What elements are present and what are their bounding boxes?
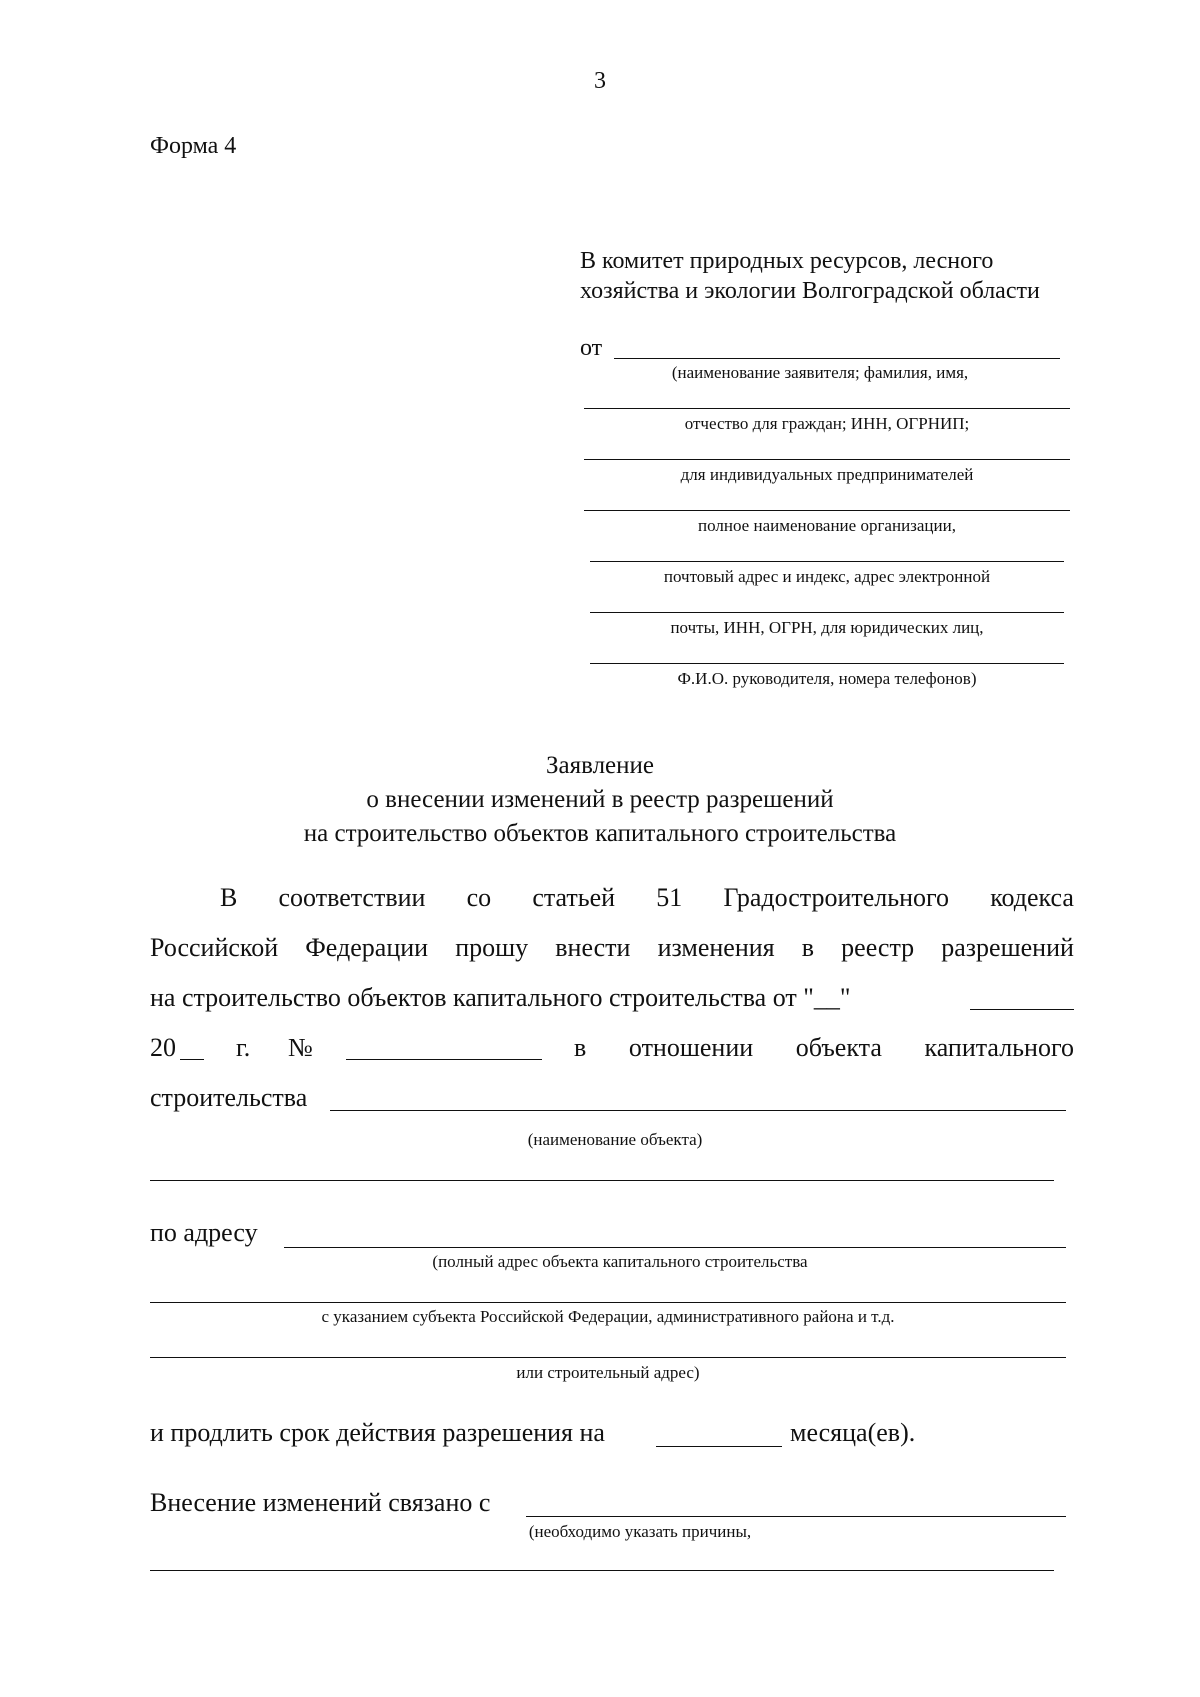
applicant-hint-4: полное наименование организации, xyxy=(698,516,956,535)
body-word: В xyxy=(220,883,238,912)
reason-hint: (необходимо указать причины, xyxy=(528,1522,752,1541)
year-abbrev: г. xyxy=(236,1033,251,1062)
body-word: Российской xyxy=(150,933,279,962)
applicant-field-line-2[interactable] xyxy=(584,408,1070,409)
applicant-hint-5: почтовый адрес и индекс, адрес электронной xyxy=(663,567,991,586)
object-name-field[interactable] xyxy=(330,1110,1066,1111)
address-field-2[interactable] xyxy=(150,1302,1066,1303)
applicant-field-line-7[interactable] xyxy=(590,663,1064,664)
body-word: в xyxy=(574,1033,587,1062)
from-label: от xyxy=(580,335,603,361)
body-word: прошу xyxy=(455,933,529,962)
permit-date-month-field[interactable] xyxy=(970,1009,1074,1010)
applicant-hint-6: почты, ИНН, ОГРН, для юридических лиц, xyxy=(670,618,984,637)
body-word: внести xyxy=(555,933,631,962)
address-hint-3: или строительный адрес) xyxy=(516,1363,700,1382)
body-row-5: строительства xyxy=(150,1083,308,1112)
extend-text-2: месяца(ев). xyxy=(790,1418,916,1447)
body-word: изменения xyxy=(657,933,775,962)
recipient-line-2: хозяйства и экологии Волгоградской области xyxy=(580,278,1040,304)
body-word: соответствии xyxy=(278,883,426,912)
body-row-1 xyxy=(220,883,1074,913)
object-name-field-2[interactable] xyxy=(150,1180,1054,1181)
doc-title-line-1: Заявление xyxy=(545,752,655,779)
applicant-hint-3: для индивидуальных предпринимателей xyxy=(680,465,974,484)
body-word: в xyxy=(801,933,815,962)
reason-field-2[interactable] xyxy=(150,1570,1054,1571)
body-word: Федерации xyxy=(305,933,429,962)
body-word: реестр xyxy=(841,933,915,962)
address-label: по адресу xyxy=(150,1218,258,1247)
form-label: Форма 4 xyxy=(150,133,237,159)
page-number: 3 xyxy=(594,68,606,94)
body-word: статьей xyxy=(532,883,616,912)
body-word: со xyxy=(466,883,492,912)
doc-title-line-3: на строительство объектов капитального строительства xyxy=(303,820,897,847)
extend-text-1: и продлить срок действия разрешения на xyxy=(150,1418,605,1447)
address-hint-2: с указанием субъекта Российской Федерации, административного района и т.д. xyxy=(321,1307,895,1326)
applicant-field-line-4[interactable] xyxy=(584,510,1070,511)
address-field-1[interactable] xyxy=(284,1247,1066,1248)
applicant-hint-2: отчество для граждан; ИНН, ОГРНИП; xyxy=(684,414,970,433)
body-word: капитального xyxy=(924,1033,1074,1062)
recipient-line-1: В комитет природных ресурсов, лесного xyxy=(580,248,994,274)
permit-number-field[interactable] xyxy=(346,1059,542,1060)
applicant-hint-7: Ф.И.О. руководителя, номера телефонов) xyxy=(677,669,977,688)
applicant-field-line-1[interactable] xyxy=(614,358,1060,359)
body-word: кодекса xyxy=(990,883,1074,912)
reason-field-1[interactable] xyxy=(526,1516,1066,1517)
number-sign: № xyxy=(288,1033,313,1062)
body-row-3: на строительство объектов капитального строительства от "__" xyxy=(150,983,851,1012)
applicant-field-line-5[interactable] xyxy=(590,561,1064,562)
extend-months-field[interactable] xyxy=(656,1446,782,1447)
body-row-2 xyxy=(150,933,1074,963)
reason-label: Внесение изменений связано с xyxy=(150,1488,491,1517)
applicant-field-line-3[interactable] xyxy=(584,459,1070,460)
object-hint: (наименование объекта) xyxy=(527,1130,703,1149)
doc-title-line-2: о внесении изменений в реестр разрешений xyxy=(366,786,834,813)
body-word: объекта xyxy=(795,1033,882,1062)
address-hint-1: (полный адрес объекта капитального строительства xyxy=(432,1252,808,1271)
body-row-4-rest xyxy=(574,1033,1074,1063)
body-word: отношении xyxy=(628,1033,754,1062)
body-word: разрешений xyxy=(941,933,1074,962)
year-field[interactable] xyxy=(180,1059,204,1060)
address-field-3[interactable] xyxy=(150,1357,1066,1358)
year-prefix: 20 xyxy=(150,1033,176,1062)
applicant-field-line-6[interactable] xyxy=(590,612,1064,613)
applicant-hint-1: (наименование заявителя; фамилия, имя, xyxy=(671,363,969,382)
body-word: Градостроительного xyxy=(723,883,950,912)
body-word: 51 xyxy=(656,883,683,912)
